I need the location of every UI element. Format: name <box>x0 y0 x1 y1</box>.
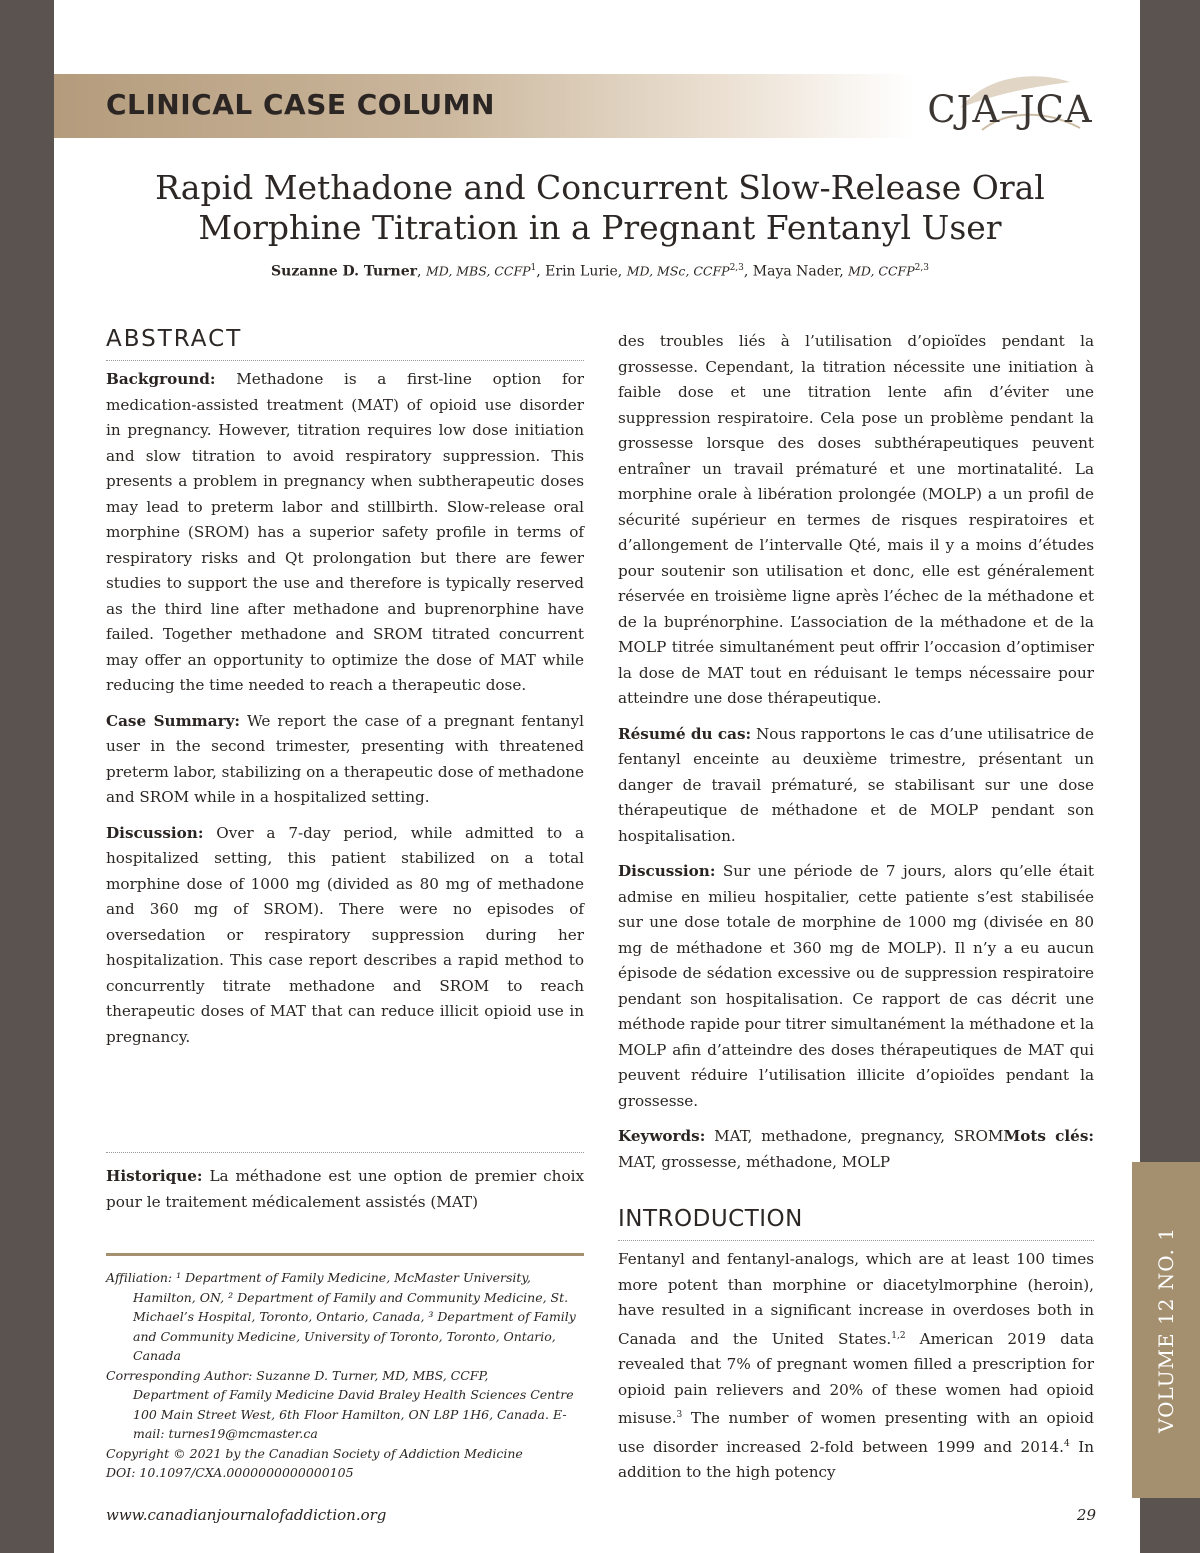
french-divider <box>106 1152 584 1153</box>
author-name: Maya Nader <box>752 263 840 280</box>
author-credentials: MD, MBS, CCFP <box>425 263 531 279</box>
affiliation-continued: Hamilton, ON, ² Department of Family and Community Medicine, St. Michael’s Hospital, Toronto, Ontario, Canada, ³ Department of Family and Community Medicine, University of Toronto, Toronto, Ontario, Canada <box>133 1289 576 1363</box>
abstract-background <box>106 367 584 699</box>
corresponding-address: Department of Family Medicine David Braley Health Sciences Centre 100 Main Street West, 6th Floor Hamilton, ON L8P 1H6, Canada. E-mail: turnes19@mcmaster.ca <box>133 1387 574 1441</box>
historique-paragraph <box>106 1164 584 1215</box>
affiliation-line: Affiliation: ¹ Department of Family Medicine, McMaster University, <box>106 1270 531 1285</box>
resume-label: Résumé du cas: <box>618 724 752 743</box>
author-list: Suzanne D. Turner, MD, MBS, CCFP$^1$, Erin Lurie, MD, MSc, CCFP$^{2,3}$, Maya Nader, MD, CCFP$^{2,3}$ <box>271 263 929 280</box>
mots-cles-label: Mots clés: <box>1003 1127 1094 1145</box>
volume-label: VOLUME 12 NO. 1 <box>1154 1227 1178 1433</box>
discussion-text: Over a 7-day period, while admitted to a hospitalized setting, this patient stabilized on a total morphine dose of 1000 mg (divided as 80 mg of methadone and 360 mg of SROM). There were no episodes of oversedation or respiratory suppression during her hospitalization. This case report describes a rapid method to concurrently titrate methadone and SROM to reach therapeutic doses of MAT that can reduce illicit opioid use in pregnancy. <box>106 823 584 1046</box>
resume-text: Nous rapportons le cas d’une utilisatrice de fentanyl enceinte au deuxième trimestre, présentant un danger de travail prématuré, se stabilisant sur une dose thérapeutique de méthadone et de MOLP pendant son hospitalisation. <box>618 724 1094 845</box>
journal-url[interactable]: www.canadianjournalofaddiction.org <box>106 1506 387 1524</box>
author-affiliation-mark: 1 <box>530 263 537 273</box>
page-number: 29 <box>1076 1506 1096 1524</box>
french-abstract-column <box>618 329 1094 1185</box>
abstract-case-summary <box>106 709 584 811</box>
historique-label: Historique: <box>106 1167 203 1185</box>
journal-logo <box>920 72 1100 134</box>
historique-continued: des troubles liés à l’utilisation d’opioïdes pendant la grossesse. Cependant, la titration nécessite une initiation à faible dose et une titration lente afin d’éviter une suppression respiratoire. Cela pose un problème pendant la grossesse lorsque des doses subthérapeutiques peuvent entraîner un travail prématuré et une mortinatalité. La morphine orale à libération prolongée (MOLP) a un profil de sécurité supérieur en termes de risques respiratoires et d’allongement de l’intervalle Qté, mais il y a moins d’études pour soutenir son utilisation et donc, elle est généralement réservée en troisième ligne après l’échec de la méthadone et de la buprénorphine. L’association de la méthadone et de la MOLP titrée simultanément peut offrir l’occasion d’optimiser la dose de MAT tout en réduisant le temps nécessaire pour atteindre une dose thérapeutique. <box>618 332 1094 707</box>
resume-du-cas <box>618 722 1094 850</box>
french-discussion <box>618 859 1094 1114</box>
introduction-heading: INTRODUCTION <box>618 1206 1094 1241</box>
author-credentials: MD, CCFP <box>848 263 915 279</box>
historique-section <box>106 1164 584 1225</box>
copyright: Copyright © 2021 by the Canadian Society of Addiction Medicine <box>106 1445 523 1461</box>
affiliation-block <box>106 1268 584 1483</box>
french-discussion-text: Sur une période de 7 jours, alors qu’elle était admise en milieu hospitalier, cette patiente s’est stabilisée sur une dose totale de morphine de 1000 mg (divisée en 80 mg de méthadone et 360 mg de MOLP). Il n’y a eu aucun épisode de sédation excessive ou de suppression respiratoire pendant son hospitalisation. Ce rapport de cas décrit une méthode rapide pour titrer simultanément la méthadone et la MOLP afin d’atteindre des doses thérapeutiques de MAT qui peuvent réduire l’utilisation illicite d’opioïdes pendant la grossesse. <box>618 862 1094 1110</box>
citation-mark: 4 <box>1064 1438 1070 1449</box>
author-affiliation-mark: 2,3 <box>914 263 929 273</box>
abstract-heading: ABSTRACT <box>106 326 584 361</box>
author-affiliation-mark: 2,3 <box>729 263 744 273</box>
historique-text: La méthadone est une option de premier choix pour le traitement médicalement assistés (MAT) <box>106 1167 585 1211</box>
background-text: Methadone is a first-line option for medication-assisted treatment (MAT) of opioid use disorder in pregnancy. However, titration requires low dose initiation and slow titration to avoid respiratory suppression. This presents a problem in pregnancy when subtherapeutic doses may lead to preterm labor and stillbirth. Slow-release oral morphine (SROM) has a superior safety profile in terms of respiratory risks and Qt prolongation but there are fewer studies to support the use and therefore is typically reserved as the third line after methadone and buprenorphine have failed. Together methadone and SROM titrated concurrent may offer an opportunity to optimize the dose of MAT while reducing the time needed to reach a therapeutic dose. <box>106 370 585 694</box>
column-label: CLINICAL CASE COLUMN <box>106 88 495 121</box>
left-page-edge <box>0 0 54 1553</box>
title-line-2: Morphine Titration in a Pregnant Fentanyl User <box>198 207 1002 247</box>
abstract-discussion <box>106 821 584 1051</box>
keywords-text: MAT, methadone, pregnancy, SROM <box>714 1127 1004 1145</box>
title-line-1: Rapid Methadone and Concurrent Slow-Release Oral <box>155 168 1045 207</box>
discussion-label: Discussion: <box>106 823 204 842</box>
affiliation-rule <box>106 1253 584 1256</box>
mots-cles-text: MAT, grossesse, méthadone, MOLP <box>618 1152 891 1171</box>
doi: DOI: 10.1097/CXA.0000000000000105 <box>106 1465 354 1480</box>
background-label: Background: <box>106 370 216 388</box>
author-credentials: MD, MSc, CCFP <box>626 263 730 279</box>
keywords-label: Keywords: <box>618 1127 706 1145</box>
citation-mark: 3 <box>676 1410 683 1421</box>
author-name: Suzanne D. Turner <box>271 263 418 280</box>
volume-tab <box>1132 1162 1200 1498</box>
french-discussion-label: Discussion: <box>618 862 716 880</box>
keywords <box>618 1124 1094 1175</box>
abstract-section <box>106 326 584 1060</box>
article-title <box>110 168 1090 247</box>
introduction-section <box>618 1206 1094 1496</box>
citation-mark: 1,2 <box>891 1330 906 1341</box>
logo-text: CJA–JCA <box>927 88 1093 131</box>
case-summary-label: Case Summary: <box>106 711 241 730</box>
case-summary-text: We report the case of a pregnant fentanyl user in the second trimester, presenting with threatened preterm labor, stabilizing on a therapeutic dose of methadone and SROM while in a hospitalized setting. <box>106 711 585 806</box>
author-name: Erin Lurie <box>545 263 618 280</box>
corresponding-author: Corresponding Author: Suzanne D. Turner, MD, MBS, CCFP, <box>106 1367 489 1383</box>
introduction-paragraph: Fentanyl and fentanyl-analogs, which are at least 100 times more potent than morphine or diacetylmorphine (heroin), have resulted in a significant increase in overdoses both in Canada and the United States.$^{1,2}$ American 2019 data revealed that 7% of pregnant women filled a prescription for opioid pain relievers and 20% of these women had opioid misuse.$^3$ The number of women presenting with an opioid use disorder increased 2-fold between 1999 and 2014.$^4$ In addition to the high potency <box>618 1250 1095 1482</box>
